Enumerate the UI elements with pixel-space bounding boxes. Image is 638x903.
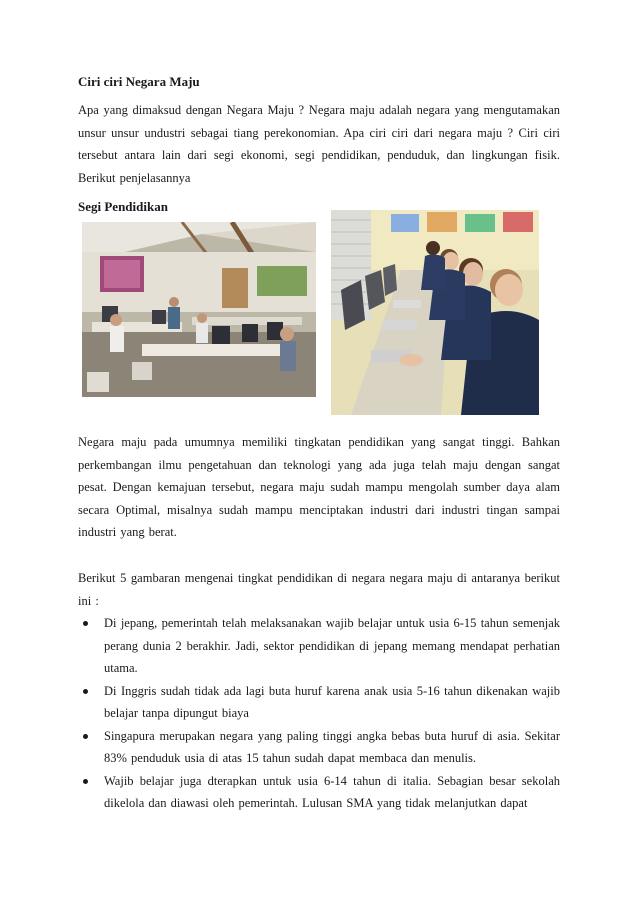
list-item [78, 680, 560, 725]
section-heading: Segi Pendidikan [78, 199, 168, 214]
classroom-photo [82, 222, 316, 397]
list-item-text: Singapura merupakan negara yang paling tinggi angka bebas buta huruf di asia. Sekitar 83% penduduk usia di atas 15 tahun sudah dapat membaca dan menulis. [104, 728, 560, 765]
list-item-text: Wajib belajar juga dterapkan untuk usia 6-14 tahun di italia. Sebagian besar sekolah dikelola dan diawasi oleh pemerintah. Lulusan SMA yang tidak melanjutkan dapat [104, 773, 560, 810]
bullet-icon [83, 734, 88, 739]
students-computers-photo [331, 210, 539, 415]
bullet-icon [83, 689, 88, 694]
bullet-icon [83, 621, 88, 626]
list-item-text: Di jepang, pemerintah telah melaksanakan wajib belajar untuk usia 6-15 tahun semenjak perang dunia 2 berakhir. Jadi, sektor pendidikan di jepang memang mendapat perhatian utama. [104, 616, 560, 675]
list-item [78, 612, 560, 680]
list-intro-paragraph: Berikut 5 gambaran mengenai tingkat pendidikan di negara negara maju di antaranya berikut ini : [78, 571, 560, 608]
document-title: Ciri ciri Negara Maju [78, 74, 200, 89]
education-bullet-list [78, 612, 560, 815]
education-paragraph: Negara maju pada umumnya memiliki tingkatan pendidikan yang sangat tinggi. Bahkan perkembangan ilmu pengetahuan dan teknologi yang ada juga telah maju dengan sangat pesat. Dengan kemajuan tersebut, negara maju sudah mampu mengolah sumber daya alam secara Optimal, misalnya sudah mampu menciptakan industri dari industri tingan sampai industri yang berat. [78, 435, 560, 539]
list-item-text: Di Inggris sudah tidak ada lagi buta huruf karena anak usia 5-16 tahun dikenakan wajib belajar tanpa dipungut biaya [104, 683, 560, 720]
list-item [78, 770, 560, 815]
list-item [78, 725, 560, 770]
intro-paragraph: Apa yang dimaksud dengan Negara Maju ? Negara maju adalah negara yang mengutamakan unsur unsur undustri sebagai tiang perekonomian. Apa ciri ciri dari negara maju ? Ciri ciri tersebut antara lain dari segi ekonomi, segi pendidikan, penduduk, dan lingkungan fisik. Berikut penjelasannya [78, 103, 560, 185]
bullet-icon [83, 779, 88, 784]
